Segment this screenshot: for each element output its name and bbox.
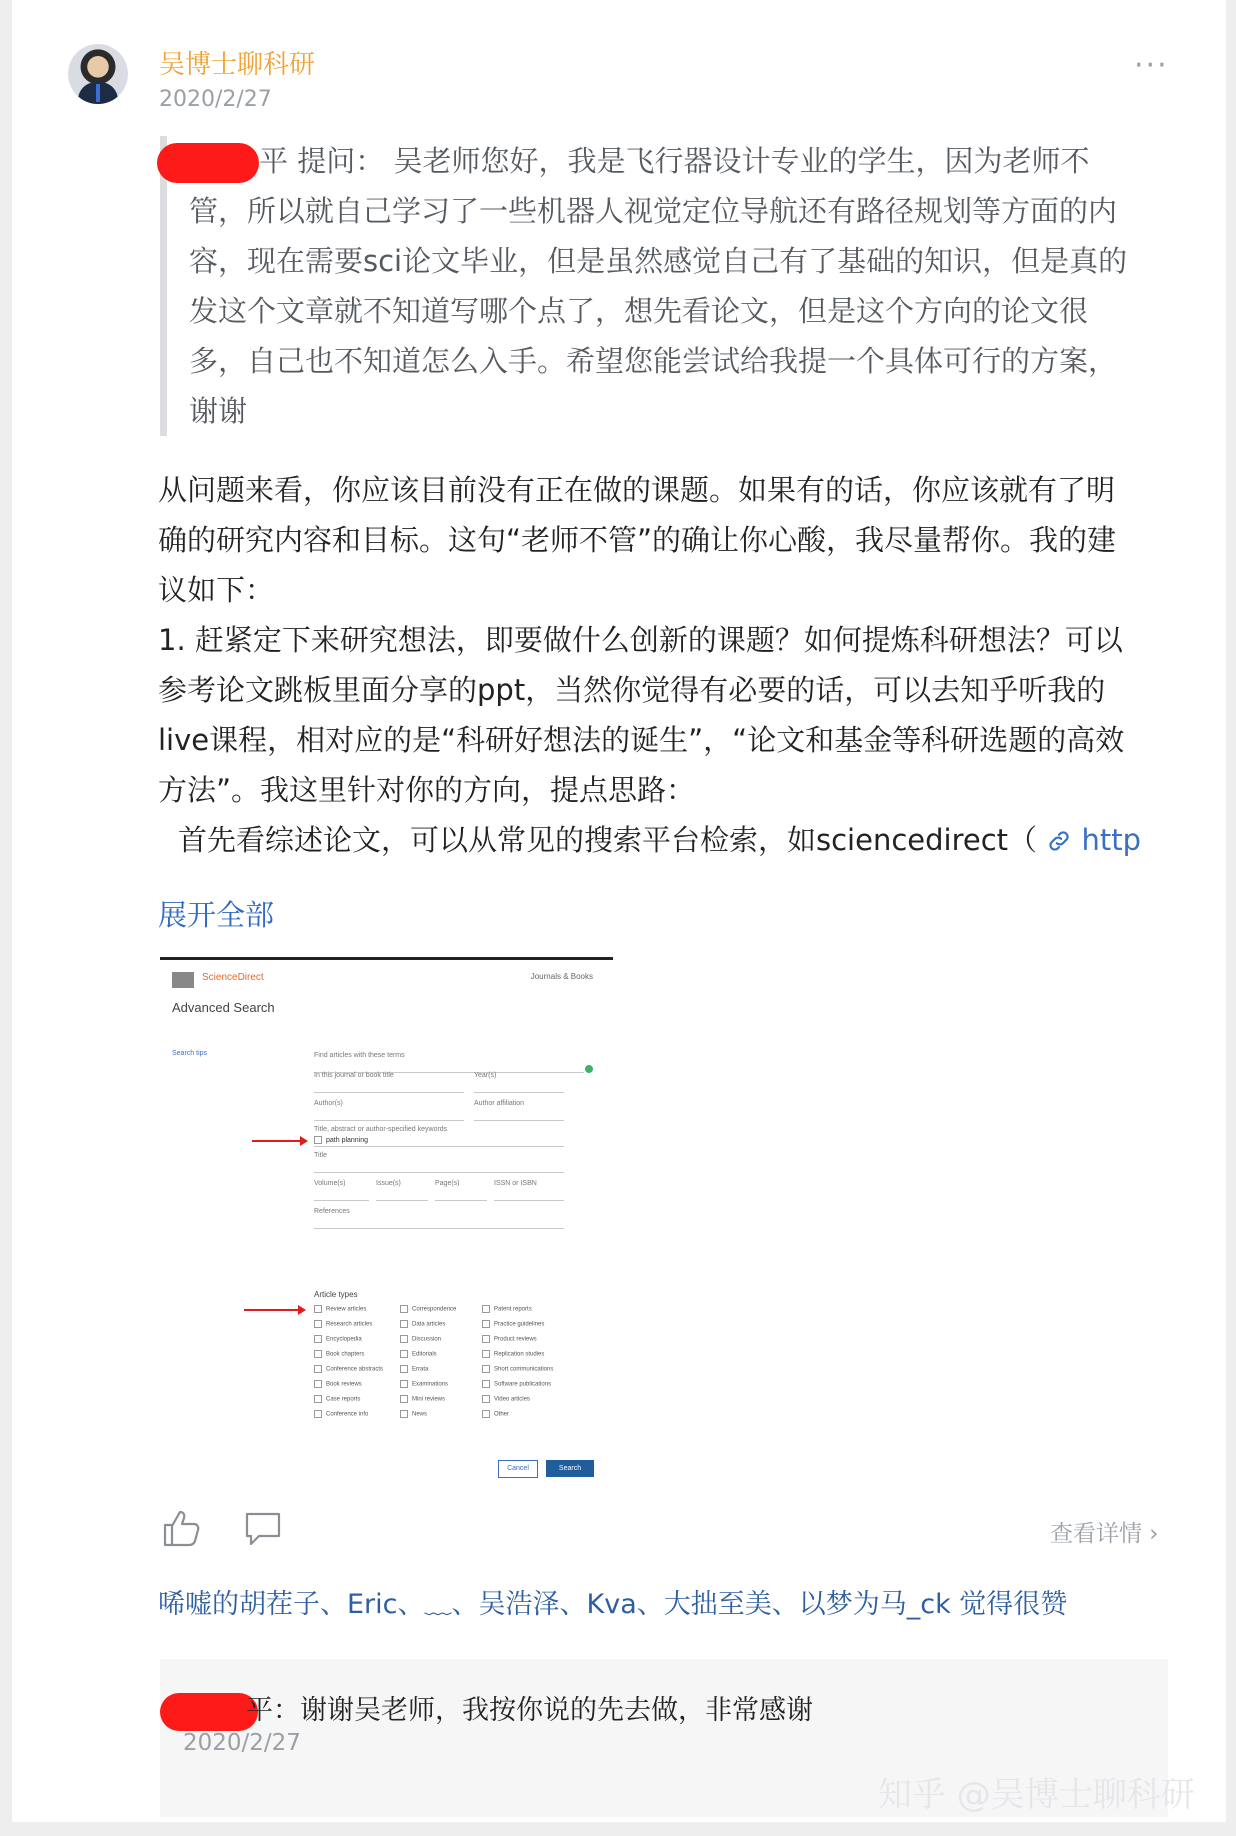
question-line: 多，自己也不知道怎么入手。希望您能尝试给我提一个具体可行的方案， bbox=[189, 344, 1118, 378]
redaction-mark bbox=[160, 1693, 258, 1731]
question-prefix: 平 提问： bbox=[259, 144, 385, 178]
sd-search-tips: Search tips bbox=[172, 1050, 208, 1057]
link-icon bbox=[1046, 828, 1072, 854]
sd-type: Conference info bbox=[314, 1410, 368, 1418]
sd-type: News bbox=[400, 1410, 427, 1418]
question-line: 谢谢 bbox=[189, 394, 248, 428]
comment-icon[interactable] bbox=[244, 1511, 282, 1547]
sd-field-title: Title bbox=[314, 1152, 564, 1173]
sd-journals-books: Journals & Books bbox=[530, 972, 593, 981]
answer-line: 确的研究内容和目标。这句“老师不管”的确让你心酸，我尽量帮你。我的建 bbox=[158, 523, 1117, 557]
sd-type: Replication studies bbox=[482, 1350, 544, 1358]
sd-cancel-button: Cancel bbox=[498, 1460, 538, 1478]
sd-field-authors: Author(s) bbox=[314, 1100, 464, 1121]
answer-line: 参考论文跳板里面分享的ppt，当然你觉得有必要的话，可以去知乎听我的 bbox=[158, 673, 1106, 707]
sd-type: Book chapters bbox=[314, 1350, 364, 1358]
sd-status-dot bbox=[585, 1065, 593, 1073]
post-card bbox=[12, 0, 1226, 1822]
question-quote bbox=[160, 136, 1189, 436]
answer-line: 首先看综述论文，可以从常见的搜索平台检索，如sciencedirect（ http bbox=[178, 823, 1141, 857]
sd-article-types: Article types bbox=[314, 1290, 358, 1299]
sd-field-tak: Title, abstract or author-specified keywords bbox=[314, 1126, 564, 1147]
sd-type: Encyclopedia bbox=[314, 1335, 362, 1343]
avatar-tie bbox=[96, 84, 100, 102]
sd-type: Mini reviews bbox=[400, 1395, 445, 1403]
answer-line: 1. 赶紧定下来研究想法，即要做什么创新的课题？如何提炼科研想法？可以 bbox=[158, 623, 1123, 657]
sd-type: Errata bbox=[400, 1365, 428, 1373]
zhihu-watermark: 知乎 @吴博士聊科研 bbox=[878, 1775, 1195, 1815]
sd-field-tak-value: path planning bbox=[314, 1136, 368, 1144]
sd-type: Software publications bbox=[482, 1380, 551, 1388]
author-avatar[interactable] bbox=[68, 44, 128, 104]
sd-type: Short communications bbox=[482, 1365, 553, 1373]
red-arrow bbox=[244, 1309, 300, 1311]
question-line: 管，所以就自己学习了一些机器人视觉定位导航还有路径规划等方面的内 bbox=[189, 194, 1118, 228]
answer-link[interactable]: http bbox=[1037, 823, 1141, 857]
question-line: 发这个文章就不知道写哪个点了，想先看论文，但是这个方向的论文很 bbox=[189, 294, 1089, 328]
sd-field-find: Find articles with these terms bbox=[314, 1052, 584, 1073]
answer-line: 方法”。我这里针对你的方向，提点思路： bbox=[158, 773, 696, 807]
sd-field-pages: Page(s) bbox=[435, 1180, 487, 1201]
sd-type: Discussion bbox=[400, 1335, 441, 1343]
redaction-mark bbox=[157, 143, 259, 183]
more-options-icon[interactable]: ··· bbox=[1134, 48, 1169, 83]
view-details-link[interactable]: 查看详情 › bbox=[1050, 1521, 1159, 1547]
answer-line: 从问题来看，你应该目前没有正在做的课题。如果有的话，你应该就有了明 bbox=[158, 473, 1116, 507]
thumbs-up-icon[interactable] bbox=[162, 1509, 202, 1547]
sd-type: Video articles bbox=[482, 1395, 530, 1403]
sd-field-volume: Volume(s) bbox=[314, 1180, 369, 1201]
sd-type: Patent reports bbox=[482, 1305, 532, 1313]
answer-line: 议如下： bbox=[158, 573, 275, 607]
sd-field-issue: Issue(s) bbox=[376, 1180, 428, 1201]
sd-field-references: References bbox=[314, 1208, 564, 1229]
sd-type: Correspondence bbox=[400, 1305, 456, 1313]
sd-title: Advanced Search bbox=[172, 1000, 275, 1015]
question-line: 平 提问： 吴老师您好，我是飞行器设计专业的学生，因为老师不 bbox=[189, 136, 1189, 186]
sd-type: Examinations bbox=[400, 1380, 448, 1388]
post-date: 2020/2/27 bbox=[159, 87, 272, 112]
sd-type: Book reviews bbox=[314, 1380, 362, 1388]
sd-type: Conference abstracts bbox=[314, 1365, 383, 1373]
sd-search-button: Search bbox=[546, 1460, 594, 1477]
answer-body bbox=[158, 465, 1158, 865]
sd-type: Other bbox=[482, 1410, 509, 1418]
sd-type: Practice guidelines bbox=[482, 1320, 544, 1328]
reply-date: 2020/2/27 bbox=[183, 1730, 301, 1756]
sd-type: Editorials bbox=[400, 1350, 437, 1358]
reply-text: 平：谢谢吴老师，我按你说的先去做，非常感谢 bbox=[160, 1688, 813, 1731]
elsevier-logo bbox=[172, 972, 194, 988]
sd-type: Review articles bbox=[314, 1305, 366, 1313]
sd-type: Case reports bbox=[314, 1395, 360, 1403]
embedded-screenshot[interactable] bbox=[160, 957, 613, 1479]
sd-type: Data articles bbox=[400, 1320, 445, 1328]
answer-line: live课程，相对应的是“科研好想法的诞生”，“论文和基金等科研选题的高效 bbox=[158, 723, 1125, 757]
sd-field-affiliation: Author affiliation bbox=[474, 1100, 564, 1121]
sd-type: Research articles bbox=[314, 1320, 372, 1328]
sd-field-issn: ISSN or ISBN bbox=[494, 1180, 564, 1201]
sd-type: Product reviews bbox=[482, 1335, 537, 1343]
question-line: 容，现在需要sci论文毕业，但是虽然感觉自己有了基础的知识，但是真的 bbox=[189, 244, 1128, 278]
sd-brand: ScienceDirect bbox=[202, 972, 264, 983]
sd-field-year: Year(s) bbox=[474, 1072, 564, 1093]
red-arrow bbox=[252, 1140, 302, 1142]
likers-list[interactable]: 唏嘘的胡茬子、Eric、﹏、吴浩泽、Kva、大拙至美、以梦为马_ck 觉得很赞 bbox=[158, 1589, 1068, 1620]
author-name[interactable]: 吴博士聊科研 bbox=[159, 50, 316, 80]
sd-field-journal: In this journal or book title bbox=[314, 1072, 464, 1093]
expand-all-link[interactable]: 展开全部 bbox=[158, 898, 275, 932]
